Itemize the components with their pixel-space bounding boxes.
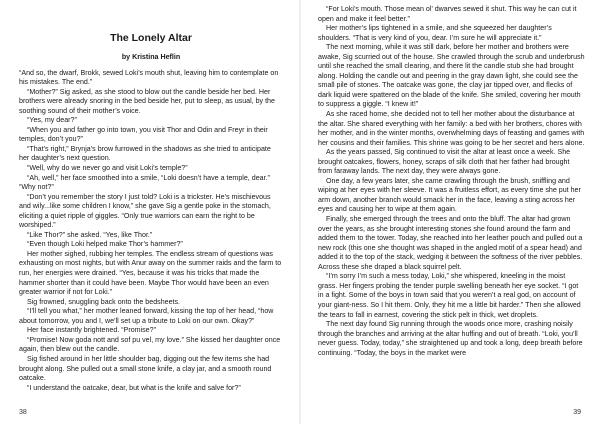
- paragraph: “When you and father go into town, you visit Thor and Odin and Freyr in their temples, don’t you?”: [19, 125, 268, 144]
- paragraph: “Like Thor?” she asked. “Yes, like Thor.”: [27, 230, 153, 239]
- paragraph: Her mother’s lips tightened in a smile, and she squeezed her daughter’s shoulders. “That is very kind of you, dear. I’m sure he will appreciate it.”: [318, 24, 552, 42]
- paragraph: “Well, why do we never go and visit Loki’s temple?”: [27, 164, 188, 173]
- paragraph: “Ah, well,” her face smoothed into a smile, “Loki doesn’t have a temple, dear.” “Why not?”: [19, 173, 270, 192]
- paragraph: Finally, she emerged through the trees and onto the bluff. The altar had grown over the years, as she brought interesting stones she found around the farm and added them to the tower. Today, she reached into her leather pouch and pulled out a new rock (this one she thought was shaped in the angled motif of a spear head) and added it to the top of the stack, wedging it between the softness of the river pebbles. Across these she draped a black squirrel pelt.: [318, 215, 583, 271]
- paragraph: One day, a few years later, she came crawling through the brush, sniffling and wiping at her eyes with her sleeve. It was a fruitless effort, as every time she put her arm down, another branch would smack her in the face, leaving a sting across her eyes and causing her to wipe at them again.: [318, 176, 581, 214]
- paragraph: “I’m sorry I’m such a mess today, Loki,” she whispered, kneeling in the moist grass. Her fingers probing the tender purple swelling beneath her eye socket. “I got in a fight. Some of the boys in town said that you weren’t a real god, on account of your giant-ness. So I hit them. Only, they hit me a little bit harder.” Then she allowed the tears to fall in earnest, covering the stick pelt in thick, wet droplets.: [318, 272, 581, 319]
- paragraph: “I’ll tell you what,” her mother leaned forward, kissing the top of her head, “how about tomorrow, you and I, we’ll set up a tribute to Loki on our own. Okay?”: [19, 307, 274, 325]
- paragraph: As the years passed, Sig continued to visit the altar at least once a week. She brought oatcakes, flowers, honey, scraps of silk cloth that her father had brought from faraway lands. The next day, they were always gone.: [318, 148, 571, 176]
- paragraph: “I understand the oatcake, dear, but what is the knife and salve for?”: [27, 383, 241, 392]
- paragraph: Her face instantly brightened. “Promise?”: [27, 326, 156, 335]
- paragraph: Sig fished around in her little shoulder bag, digging out the few items she had brought along. She pulled out a small stone knife, a clay jar, and a smooth round oatcake.: [19, 354, 272, 383]
- paragraph: Sig frowned, snuggling back onto the bedsheets.: [27, 297, 181, 306]
- paragraph: “And so, the dwarf, Brokk, sewed Loki’s mouth shut, leaving him to contemplate on his mistakes. The end.”: [19, 68, 279, 87]
- left-text-column: [19, 32, 283, 393]
- paragraph: As she raced home, she decided not to tell her mother about the disturbance at the altar. She shared everything with her family: a bed with her brothers, chores with her mother, and in the winter months, overwhelming days of feasting and games with her cousins and their families. This shrine was going to be her secret and hers alone.: [318, 110, 585, 147]
- paragraph: Her mother sighed, rubbing her temples. The endless stream of questions was exhausting on most nights, but with Anur away on the summer raids and the farm to run, her energies were drained. “Yes, because it was his tricks that made the hammer shorter than it could have been. Maybe Thor would have been an even greater warrior if not for Loki.”: [19, 249, 282, 297]
- paragraph: The next morning, while it was still dark, before her mother and brothers were awake, Sig scurried out of the house. She crawled through the scrub and underbrush until she reached the small clearing, and there lit the candle stub she had brought along. Holding the candle out and peering in the gray dawn light, she could see the small pile of stones. The oatcake was gone, the clay jar tipped over, and flecks of dark liquid were spattered on the blade of the knife. She smiled, covering her mouth to suppress a giggle. “I knew it!”: [318, 43, 585, 109]
- paragraph: “Yes, my dear?”: [27, 116, 77, 125]
- page-number: 39: [573, 409, 581, 416]
- paragraph: “Don’t you remember the story I just told? Loki is a trickster. He’s mischievous and wily...like some children I know,” she gave Sig a gentle poke in the stomach, eliciting a quiet ripple of giggles. “Only true warriors can earn the right to be worshiped.”: [19, 192, 271, 230]
- story-title: The Lonely Altar: [110, 32, 192, 44]
- story-byline: by Kristina Heflin: [121, 53, 181, 61]
- paragraph: “Mother?” Sig asked, as she stood to blow out the candle beside her bed. Her brothers were already snoring in the bed beside her, put to sleep, as usual, by the soothing sound of their mother’s voice.: [19, 87, 275, 115]
- right-text-column: [318, 5, 585, 358]
- paragraph: “That’s right,” Brynja’s brow furrowed in the shadows as she tried to anticipate her daughter’s next question.: [19, 144, 271, 163]
- paragraph: The next day found Sig running through the woods once more, crashing noisily through the branches and arriving at the altar huffing and out of breath. “Loki, you’ll never guess. Today, today,” she straightened up and took a long, deep breath before continuing. “Today, the boys in the market were: [318, 320, 583, 357]
- page-number: 38: [19, 409, 27, 416]
- paragraph: “Even though Loki helped make Thor’s hammer?”: [27, 240, 183, 249]
- paragraph: “For Loki’s mouth. Those mean ol’ dwarves sewed it shut. This way he can cut it open and make it feel better.”: [318, 5, 577, 23]
- right-page: [300, 0, 600, 424]
- paragraph: “Promise! Now goda nott and sof pu vel, my love.” She kissed her daughter once again, then blew out the candle.: [19, 335, 281, 354]
